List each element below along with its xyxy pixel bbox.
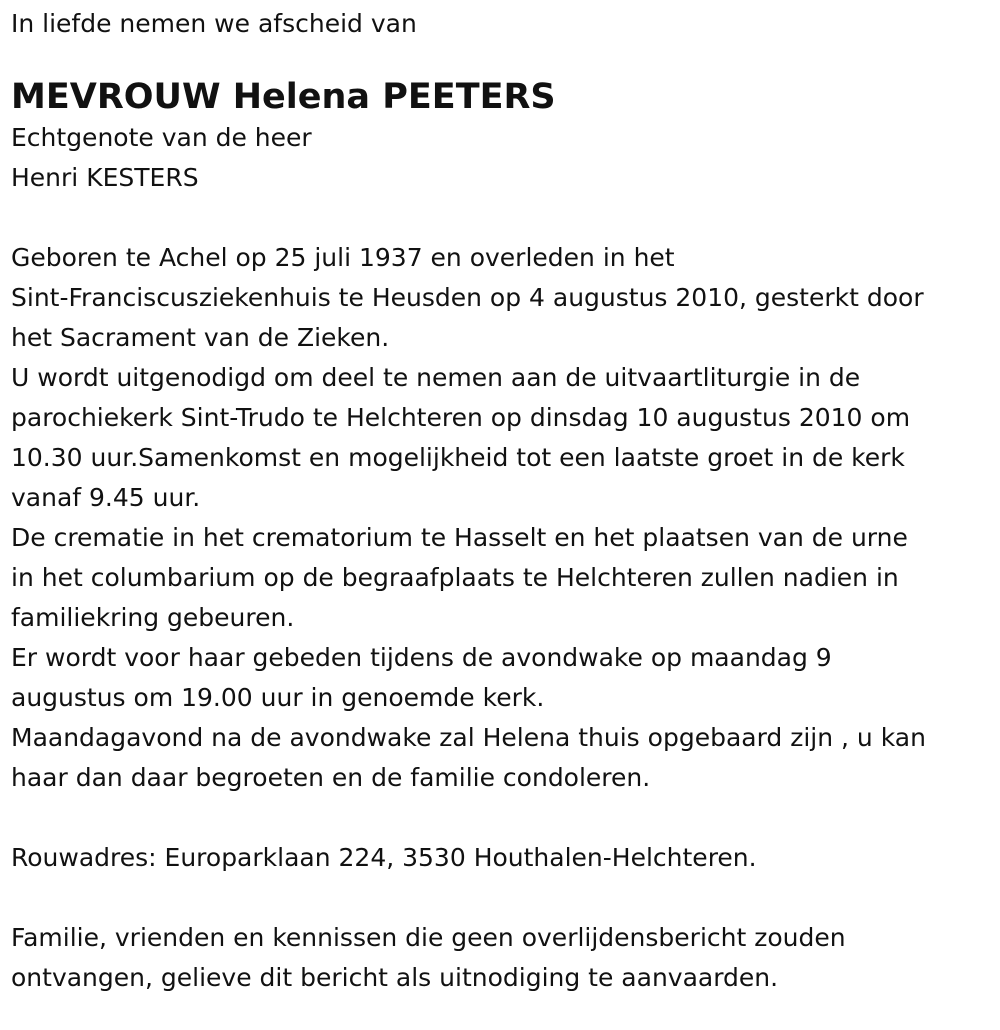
body-line: het Sacrament van de Zieken. — [11, 323, 390, 352]
body-line: Sint-Franciscusziekenhuis te Heusden op 4 augustus 2010, gesterkt door — [11, 283, 924, 312]
spouse-name: Henri KESTERS — [11, 163, 199, 192]
body-line: De crematie in het crematorium te Hasselt en het plaatsen van de urne — [11, 523, 908, 552]
body-line: augustus om 19.00 uur in genoemde kerk. — [11, 683, 545, 712]
body-line: Geboren te Achel op 25 juli 1937 en overleden in het — [11, 243, 675, 272]
intro-text: In liefde nemen we afscheid van — [11, 9, 417, 38]
body-line: in het columbarium op de begraafplaats te Helchteren zullen nadien in — [11, 563, 899, 592]
deceased-name: MEVROUW Helena PEETERS — [11, 77, 556, 117]
body-line: U wordt uitgenodigd om deel te nemen aan de uitvaartliturgie in de — [11, 363, 861, 392]
spacer — [11, 878, 991, 918]
obituary-notice — [11, 4, 991, 998]
closing-line: Familie, vrienden en kennissen die geen overlijdensbericht zouden — [11, 923, 846, 952]
body-line: Maandagavond na de avondwake zal Helena thuis opgebaard zijn , u kan — [11, 723, 926, 752]
body-line: familiekring gebeuren. — [11, 603, 295, 632]
body-line: parochiekerk Sint-Trudo te Helchteren op dinsdag 10 augustus 2010 om — [11, 403, 911, 432]
spouse-label: Echtgenote van de heer — [11, 123, 312, 152]
body-line: haar dan daar begroeten en de familie condoleren. — [11, 763, 651, 792]
closing-line: ontvangen, gelieve dit bericht als uitnodiging te aanvaarden. — [11, 963, 779, 992]
mourning-address: Rouwadres: Europarklaan 224, 3530 Houthalen-Helchteren. — [11, 843, 757, 872]
spacer — [11, 798, 991, 838]
spacer — [11, 198, 991, 238]
body-line: Er wordt voor haar gebeden tijdens de avondwake op maandag 9 — [11, 643, 832, 672]
body-line: 10.30 uur.Samenkomst en mogelijkheid tot een laatste groet in de kerk — [11, 443, 905, 472]
body-line: vanaf 9.45 uur. — [11, 483, 201, 512]
